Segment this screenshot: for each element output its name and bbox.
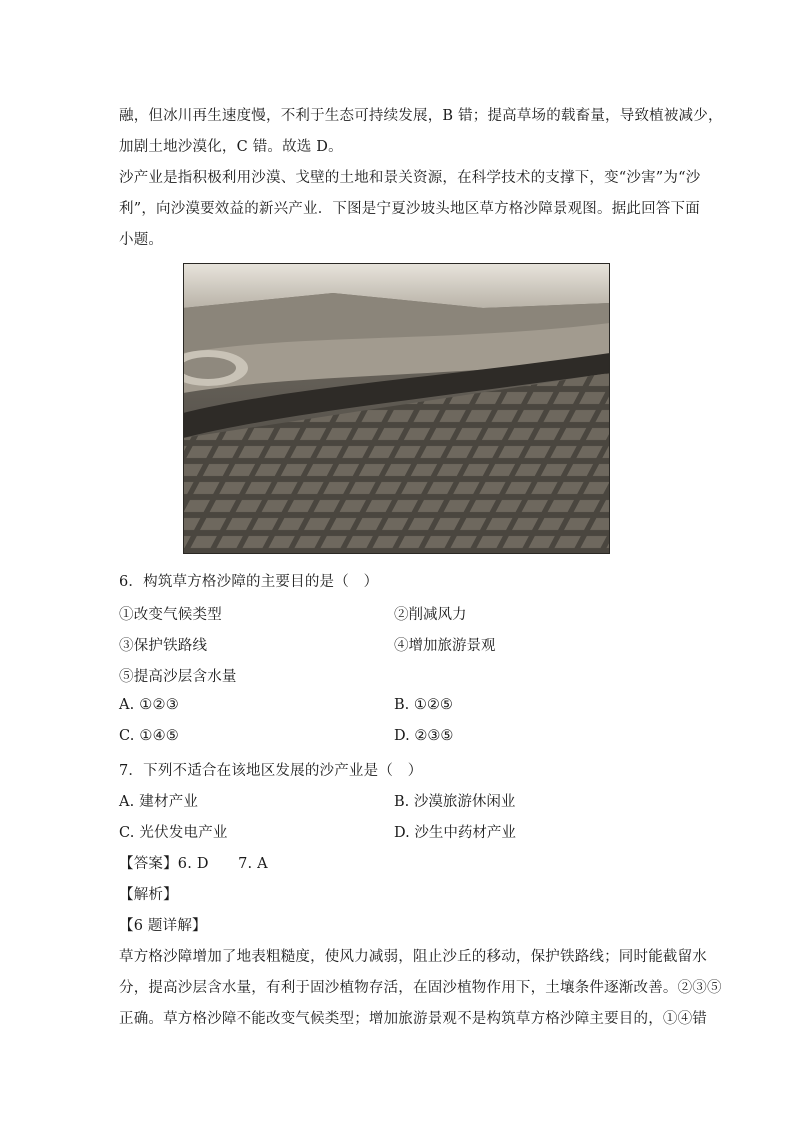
q7-option-a: A. 建材产业	[119, 794, 199, 810]
q6-item-2: ②削减风力	[394, 607, 467, 623]
q6-option-a: A. ①②③	[119, 697, 179, 713]
q6-item-5: ⑤提高沙层含水量	[119, 669, 237, 685]
q6-item-4: ④增加旅游景观	[394, 638, 496, 654]
intro-line-2: 利”，向沙漠要效益的新兴产业．下图是宁夏沙坡头地区草方格沙障景观图。据此回答下面	[119, 201, 700, 217]
q7-option-c: C. 光伏发电产业	[119, 825, 228, 841]
detail-label: 【6 题详解】	[119, 918, 207, 934]
answer-line: 【答案】6. D 7. A	[119, 856, 268, 872]
q6-item-3: ③保护铁路线	[119, 638, 208, 654]
explanation-line-2: 分，提高沙层含水量，有利于固沙植物存活，在固沙植物作用下，土壤条件逐渐改善。②③⑤	[119, 980, 722, 996]
analysis-label: 【解析】	[119, 887, 178, 903]
q7-option-d: D. 沙生中药材产业	[394, 825, 516, 841]
q7-option-b: B. 沙漠旅游休闲业	[394, 794, 516, 810]
explanation-line-1: 草方格沙障增加了地表粗糙度，使风力减弱，阻止沙丘的移动，保护铁路线；同时能截留水	[119, 949, 707, 965]
intro-line-3: 小题。	[119, 232, 164, 248]
prev-paragraph-line-2: 加剧土地沙漠化，C 错。故选 D。	[119, 139, 343, 155]
q6-item-1: ①改变气候类型	[119, 607, 222, 623]
intro-line-1: 沙产业是指积极利用沙漠、戈壁的土地和景关资源，在科学技术的支撑下，变“沙害”为“沙	[119, 170, 701, 186]
prev-paragraph-line-1: 融，但冰川再生速度慢，不利于生态可持续发展，B 错；提高草场的载畜量，导致植被减少，	[119, 108, 723, 124]
q6-option-b: B. ①②⑤	[394, 697, 453, 713]
sand-barrier-photo	[183, 263, 610, 554]
q6-option-d: D. ②③⑤	[394, 728, 454, 744]
q6-option-c: C. ①④⑤	[119, 728, 179, 744]
q7-stem: 7．下列不适合在该地区发展的沙产业是（ ）	[119, 763, 423, 779]
q6-stem: 6．构筑草方格沙障的主要目的是（ ）	[119, 574, 379, 590]
explanation-line-3: 正确。草方格沙障不能改变气候类型；增加旅游景观不是构筑草方格沙障主要目的，①④错	[119, 1011, 707, 1027]
